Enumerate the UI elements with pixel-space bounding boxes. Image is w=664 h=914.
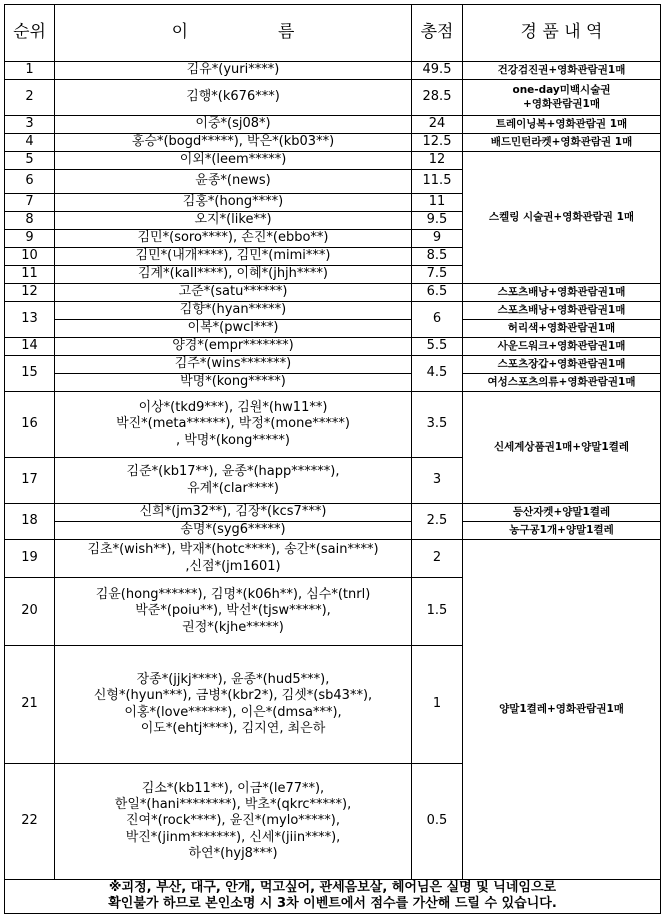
prize-cell [463, 62, 661, 80]
name-line: 신희*(jm32**), 김장*(kcs7***) [139, 504, 327, 520]
rank-cell: 3 [5, 116, 55, 134]
table-row [5, 374, 661, 392]
name-line: 이도*(ehtj****), 김지연, 최은하 [140, 720, 326, 736]
score-cell: 4.5 [412, 356, 463, 392]
name-line: ,신점*(jm1601) [185, 558, 281, 574]
score-cell: 2 [412, 540, 463, 578]
footnote-line-2: 확인불가 하므로 본인소명 시 3차 이벤트에서 점수를 가산해 드릴 수 있습니다. [108, 896, 557, 912]
score-cell: 2.5 [412, 504, 463, 540]
name-line: 고준*(satu******) [178, 284, 288, 300]
name-line: 유계*(clar****) [187, 480, 279, 496]
score-cell: 7.5 [412, 266, 463, 284]
name-cell [55, 62, 412, 80]
name-line: , 박명*(kong*****) [175, 432, 291, 448]
table-row [5, 338, 661, 356]
name-cell [55, 170, 412, 194]
footnote-row [5, 880, 661, 914]
score-cell: 6 [412, 302, 463, 338]
prize-cell [463, 152, 661, 284]
table-row [5, 152, 661, 170]
prize-line: 스포츠장갑+영화관람권1매 [497, 357, 626, 370]
score-cell: 3.5 [412, 392, 463, 458]
table-row [5, 134, 661, 152]
prize-line: +영화관람권1매 [523, 97, 600, 110]
prize-cell [463, 284, 661, 302]
score-cell: 49.5 [412, 62, 463, 80]
name-cell [55, 194, 412, 212]
score-cell: 8.5 [412, 248, 463, 266]
rank-cell: 18 [5, 504, 55, 540]
prize-header: 경 품 내 역 [463, 5, 661, 62]
prize-line: 양말1켤레+영화관람권1매 [499, 702, 624, 715]
name-cell [55, 338, 412, 356]
prize-line: 스포츠배낭+영화관람권1매 [497, 285, 626, 298]
table-row [5, 540, 661, 578]
name-line: 이외*(leem*****) [179, 152, 287, 168]
name-cell [55, 320, 412, 338]
prize-line: 트레이닝복+영화관람권 1매 [495, 117, 628, 130]
name-line: 장종*(jjkj****), 윤종*(hud5***), [136, 672, 330, 687]
table-row [5, 302, 661, 320]
name-line: 박명*(kong*****) [180, 374, 286, 390]
rank-header: 순위 [5, 5, 55, 62]
score-cell: 1.5 [412, 578, 463, 646]
name-line: 신형*(hyun***), 금병*(kbr2*), 김셋*(sb43**), [93, 688, 373, 704]
footnote-line-1: ※괴정, 부산, 대구, 안개, 먹고싶어, 관세음보살, 헤어님은 실명 및 닉네임으로 [108, 880, 557, 895]
rank-cell: 14 [5, 338, 55, 356]
rank-cell: 17 [5, 458, 55, 504]
score-cell: 11.5 [412, 170, 463, 194]
score-cell: 0.5 [412, 764, 463, 880]
score-cell: 24 [412, 116, 463, 134]
prize-cell [463, 302, 661, 320]
name-cell [55, 356, 412, 374]
name-cell [55, 266, 412, 284]
prize-line: 사운드워크+영화관람권1매 [497, 339, 626, 352]
table-row [5, 284, 661, 302]
name-line: 홍승*(bogd*****), 박은*(kb03**) [131, 134, 335, 150]
name-line: 한일*(hani********), 박초*(qkrc*****), [114, 797, 352, 813]
name-line: 김준*(kb17**), 윤종*(happ******), [126, 464, 340, 480]
prize-cell [463, 522, 661, 540]
score-cell: 12 [412, 152, 463, 170]
score-cell: 12.5 [412, 134, 463, 152]
prize-cell [463, 540, 661, 880]
name-cell [55, 522, 412, 540]
name-cell [55, 504, 412, 522]
prize-line: 스포츠배낭+영화관람권1매 [497, 303, 626, 316]
name-line: 김민*(내개****), 김민*(mimi***) [135, 248, 331, 264]
name-cell [55, 284, 412, 302]
rank-cell: 15 [5, 356, 55, 392]
prize-line: 신세계상품권1매+양말1켤레 [494, 440, 629, 453]
table-row [5, 62, 661, 80]
name-line: 윤종*(news) [195, 173, 271, 189]
name-cell [55, 374, 412, 392]
prize-cell [463, 134, 661, 152]
name-line: 김향*(hyan*****) [179, 302, 287, 318]
prize-cell [463, 320, 661, 338]
rank-cell: 7 [5, 194, 55, 212]
name-header-left: 이 [171, 22, 188, 43]
name-line: 오지*(like**) [194, 212, 272, 228]
name-line: 하연*(hyj8***) [188, 845, 278, 861]
table-row [5, 320, 661, 338]
name-cell [55, 80, 412, 116]
prize-line: one-day미백시술권 [512, 84, 611, 97]
name-line: 박준*(poiu**), 박선*(tjsw*****), [135, 603, 331, 619]
name-line: 김소*(kb11**), 이금*(le77**), [141, 780, 325, 796]
name-cell [55, 646, 412, 764]
table-row [5, 392, 661, 458]
name-cell [55, 540, 412, 578]
rank-cell: 19 [5, 540, 55, 578]
name-line: 김유*(yuri****) [186, 62, 280, 78]
score-cell: 9 [412, 230, 463, 248]
prize-line: 스켈링 시술권+영화관람권 1매 [488, 210, 635, 223]
prize-cell [463, 392, 661, 504]
name-line: 김행*(k676***) [186, 89, 280, 105]
name-line: 김윤(hong******), 김명*(k06h**), 심수*(tnrl) [95, 587, 371, 603]
score-cell: 9.5 [412, 212, 463, 230]
name-header-right: 름 [278, 22, 295, 43]
score-cell: 3 [412, 458, 463, 504]
name-cell [55, 578, 412, 646]
table-row [5, 356, 661, 374]
prize-line: 건강검진권+영화관람권1매 [497, 63, 626, 76]
rank-cell: 1 [5, 62, 55, 80]
prize-line: 농구공1개+양말1켤레 [509, 523, 614, 536]
name-cell [55, 392, 412, 458]
score-cell: 11 [412, 194, 463, 212]
table-row [5, 80, 661, 116]
rank-cell: 13 [5, 302, 55, 338]
name-line: 박진*(jinm*******), 신세*(jiin****), [125, 829, 341, 845]
name-line: 박진*(meta******), 박정*(mone*****) [116, 416, 350, 432]
rank-cell: 12 [5, 284, 55, 302]
name-cell [55, 134, 412, 152]
rank-cell: 6 [5, 170, 55, 194]
prize-cell [463, 356, 661, 374]
rank-cell: 11 [5, 266, 55, 284]
prize-line: 여성스포츠의류+영화관람권1매 [487, 375, 636, 388]
name-line: 김계*(kall****), 이혜*(jhjh****) [138, 266, 328, 282]
name-cell [55, 302, 412, 320]
name-line: 김민*(soro****), 손진*(ebbo**) [137, 230, 329, 246]
rank-cell: 16 [5, 392, 55, 458]
footnote [5, 880, 661, 914]
name-line: 양경*(empr*******) [172, 338, 294, 354]
name-line: 김주*(wins*******) [174, 356, 292, 372]
table-row [5, 522, 661, 540]
name-line: 진여*(rock****), 윤진*(mylo*****), [125, 813, 341, 829]
prize-line: 등산자켓+양말1켤레 [512, 505, 611, 518]
rank-cell: 22 [5, 764, 55, 880]
score-header: 총점 [412, 5, 463, 62]
name-cell [55, 248, 412, 266]
prize-cell [463, 504, 661, 522]
name-cell [55, 152, 412, 170]
rank-cell: 10 [5, 248, 55, 266]
name-line: 이중*(sj08*) [195, 116, 271, 132]
prize-cell [463, 374, 661, 392]
score-cell: 1 [412, 646, 463, 764]
name-line: 김초*(wish**), 박재*(hotc****), 송간*(sain****) [87, 542, 379, 558]
name-cell [55, 230, 412, 248]
score-cell: 5.5 [412, 338, 463, 356]
name-line: 송명*(syg6*****) [180, 522, 286, 538]
name-cell [55, 116, 412, 134]
name-header [55, 5, 412, 62]
prize-line: 허리색+영화관람권1매 [507, 321, 616, 334]
score-cell: 28.5 [412, 80, 463, 116]
rank-cell: 8 [5, 212, 55, 230]
name-line: 권정*(kjhe*****) [182, 619, 284, 635]
prize-cell [463, 80, 661, 116]
rank-cell: 2 [5, 80, 55, 116]
name-cell [55, 212, 412, 230]
rank-cell: 9 [5, 230, 55, 248]
rank-cell: 21 [5, 646, 55, 764]
results-table [4, 4, 661, 914]
table-row [5, 504, 661, 522]
score-cell: 6.5 [412, 284, 463, 302]
prize-line: 배드민턴라켓+영화관람권 1매 [490, 135, 633, 148]
prize-cell [463, 338, 661, 356]
prize-cell [463, 116, 661, 134]
rank-cell: 4 [5, 134, 55, 152]
name-line: 이상*(tkd9***), 김원*(hw11**) [138, 400, 328, 416]
rank-cell: 20 [5, 578, 55, 646]
name-line: 김홍*(hong****) [182, 194, 284, 210]
name-line: 이복*(pwcl***) [187, 320, 279, 336]
header-row [5, 5, 661, 62]
name-cell [55, 458, 412, 504]
name-line: 이홍*(love******), 이은*(dmsa***), [124, 704, 342, 720]
table-row [5, 116, 661, 134]
name-cell [55, 764, 412, 880]
rank-cell: 5 [5, 152, 55, 170]
